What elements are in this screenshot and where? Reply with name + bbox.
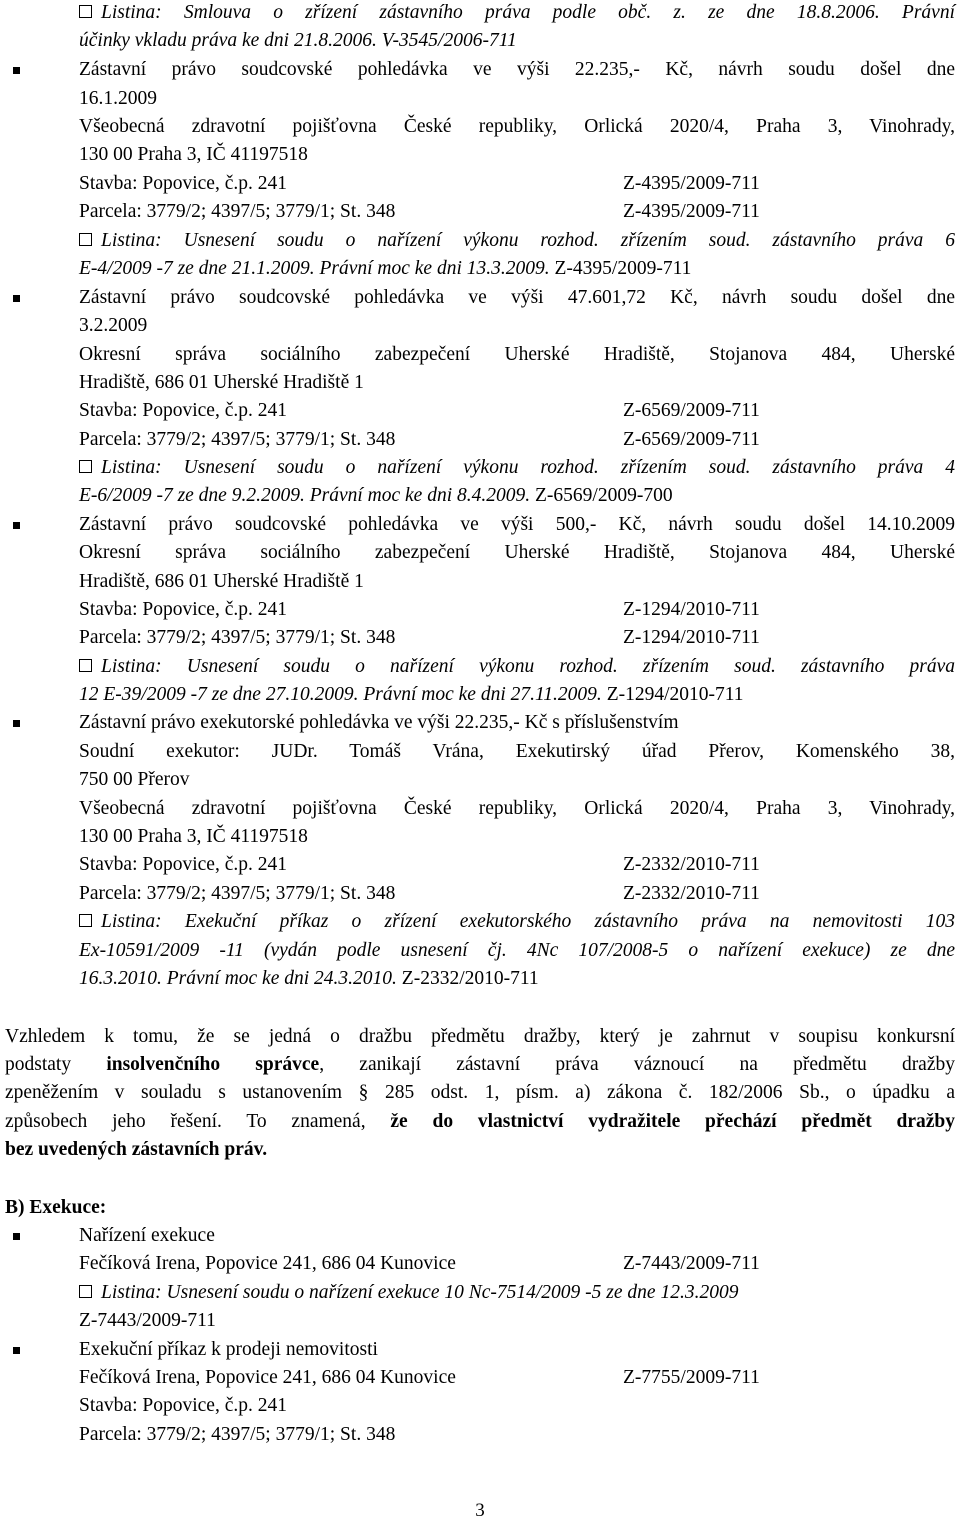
record-ref: Z-2332/2010-711 (623, 854, 760, 875)
checkbox-icon (79, 1285, 92, 1298)
party-line: Fečíková Irena, Popovice 241, 686 04 Kunovice Z-7755/2009-711 (79, 1364, 955, 1392)
checkbox-icon (79, 5, 92, 18)
parcela-line: Parcela: 3779/2; 4397/5; 3779/1; St. 348 (79, 1424, 396, 1445)
listina-line: 16.3.2010. Právní moc ke dni 24.3.2010. Z-2332/2010-711 (79, 968, 539, 989)
record-ref: Z-6569/2009-711 (623, 429, 760, 450)
listina-line: Listina: Smlouva o zřízení zástavního práva podle obč. z. ze dne 18.8.2006. Právní (79, 0, 955, 27)
parcela-line: Parcela: 3779/2; 4397/5; 3779/1; St. 348 Z-4395/2009-711 (79, 198, 955, 226)
creditor-line: 130 00 Praha 3, IČ 41197518 (79, 144, 308, 165)
bullet-icon (13, 1347, 20, 1354)
creditor-line: Všeobecná zdravotní pojišťovna České republiky, Orlická 2020/4, Praha 3, Vinohrady, (79, 116, 955, 137)
lien-title: Zástavní právo soudcovské pohledávka ve výši 22.235,- Kč, návrh soudu došel dne (79, 56, 955, 84)
checkbox-icon (79, 460, 92, 473)
paragraph-line: Vzhledem k tomu, že se jedná o dražbu předmětu dražby, který je zahrnut v soupisu konkursní (5, 1026, 955, 1047)
listina-line: E-4/2009 -7 ze dne 21.1.2009. Právní moc ke dni 13.3.2009. Z-4395/2009-711 (79, 258, 692, 279)
paragraph-line: způsobech jeho řešení. To znamená, že do vlastnictví vydražitele přechází předmět dražby (5, 1111, 956, 1132)
creditor-line: Okresní správa sociálního zabezpečení Uherské Hradiště, Stojanova 484, Uherské (79, 542, 955, 563)
record-ref: Z-1294/2010-711 (623, 627, 760, 648)
page-number: 3 (475, 1500, 485, 1521)
listina-line: Listina: Usnesení soudu o nařízení výkonu rozhod. zřízením soud. zástavního práva 4 (79, 454, 955, 482)
bullet-icon (13, 295, 20, 302)
lien-title: Zástavní právo soudcovské pohledávka ve výši 500,- Kč, návrh soudu došel 14.10.2009 (79, 511, 955, 539)
exekuce-title: Nařízení exekuce (79, 1222, 955, 1250)
listina-line: Ex-10591/2009 -11 (vydán podle usnesení čj. 4Nc 107/2008-5 o nařízení exekuce) ze dne (79, 940, 955, 961)
listina-line: E-6/2009 -7 ze dne 9.2.2009. Právní moc ke dni 8.4.2009. Z-6569/2009-700 (79, 485, 673, 506)
bullet-icon (13, 1233, 20, 1240)
record-ref: Z-1294/2010-711 (623, 599, 760, 620)
stavba-line: Stavba: Popovice, č.p. 241 Z-2332/2010-711 (79, 851, 955, 879)
exekutor-line: 750 00 Přerov (79, 769, 190, 790)
listina-line: Listina: Usnesení soudu o nařízení výkonu rozhod. zřízením soud. zástavního práva 6 (79, 227, 955, 255)
bullet-icon (13, 67, 20, 74)
record-ref: Z-6569/2009-711 (623, 400, 760, 421)
exekutor-line: Soudní exekutor: JUDr. Tomáš Vrána, Exekutirský úřad Přerov, Komenského 38, (79, 741, 955, 762)
record-ref: Z-7443/2009-711 (623, 1253, 760, 1274)
listina-line: Listina: Usnesení soudu o nařízení exekuce 10 Nc-7514/2009 -5 ze dne 12.3.2009 (79, 1279, 955, 1307)
creditor-line: Okresní správa sociálního zabezpečení Uherské Hradiště, Stojanova 484, Uherské (79, 344, 955, 365)
stavba-line: Stavba: Popovice, č.p. 241 (79, 1395, 287, 1416)
record-ref: Z-4395/2009-711 (623, 173, 760, 194)
listina-line: účinky vkladu práva ke dni 21.8.2006. V-3545/2006-711 (79, 30, 517, 51)
lien-title-cont: 16.1.2009 (79, 88, 157, 109)
exekuce-title: Exekuční příkaz k prodeji nemovitosti (79, 1336, 955, 1364)
parcela-line: Parcela: 3779/2; 4397/5; 3779/1; St. 348 Z-2332/2010-711 (79, 880, 955, 908)
bullet-icon (13, 720, 20, 727)
checkbox-icon (79, 659, 92, 672)
parcela-line: Parcela: 3779/2; 4397/5; 3779/1; St. 348 Z-1294/2010-711 (79, 624, 955, 652)
lien-title-cont: 3.2.2009 (79, 315, 148, 336)
section-heading: B) Exekuce: (5, 1197, 107, 1218)
creditor-line: Hradiště, 686 01 Uherské Hradiště 1 (79, 372, 364, 393)
bullet-icon (13, 522, 20, 529)
record-ref: Z-7755/2009-711 (623, 1367, 760, 1388)
creditor-line: Hradiště, 686 01 Uherské Hradiště 1 (79, 571, 364, 592)
paragraph-line: podstaty insolvenčního správce, zanikají zástavní práva váznoucí na předmětu dražby (5, 1054, 955, 1075)
paragraph-line: bez uvedených zástavních práv. (5, 1139, 268, 1160)
stavba-line: Stavba: Popovice, č.p. 241 Z-4395/2009-711 (79, 170, 955, 198)
checkbox-icon (79, 233, 92, 246)
listina-line: Listina: Usnesení soudu o nařízení výkonu rozhod. zřízením soud. zástavního práva (79, 653, 955, 681)
creditor-line: Všeobecná zdravotní pojišťovna České republiky, Orlická 2020/4, Praha 3, Vinohrady, (79, 798, 955, 819)
listina-line: 12 E-39/2009 -7 ze dne 27.10.2009. Právní moc ke dni 27.11.2009. Z-1294/2010-711 (79, 684, 744, 705)
paragraph-line: zpeněžením v souladu s ustanovením § 285 odst. 1, písm. a) zákona č. 182/2006 Sb., o úpadku a (5, 1082, 955, 1103)
checkbox-icon (79, 914, 92, 927)
creditor-line: 130 00 Praha 3, IČ 41197518 (79, 826, 308, 847)
listina-line: Listina: Exekuční příkaz o zřízení exekutorského zástavního práva na nemovitosti 103 (79, 908, 955, 936)
party-line: Fečíková Irena, Popovice 241, 686 04 Kunovice Z-7443/2009-711 (79, 1250, 955, 1278)
listina-line: Z-7443/2009-711 (79, 1310, 216, 1331)
parcela-line: Parcela: 3779/2; 4397/5; 3779/1; St. 348 Z-6569/2009-711 (79, 426, 955, 454)
record-ref: Z-2332/2010-711 (623, 883, 760, 904)
stavba-line: Stavba: Popovice, č.p. 241 Z-1294/2010-711 (79, 596, 955, 624)
record-ref: Z-4395/2009-711 (623, 201, 760, 222)
lien-title: Zástavní právo exekutorské pohledávka ve výši 22.235,- Kč s příslušenstvím (79, 709, 955, 737)
stavba-line: Stavba: Popovice, č.p. 241 Z-6569/2009-711 (79, 397, 955, 425)
lien-title: Zástavní právo soudcovské pohledávka ve výši 47.601,72 Kč, návrh soudu došel dne (79, 284, 955, 312)
